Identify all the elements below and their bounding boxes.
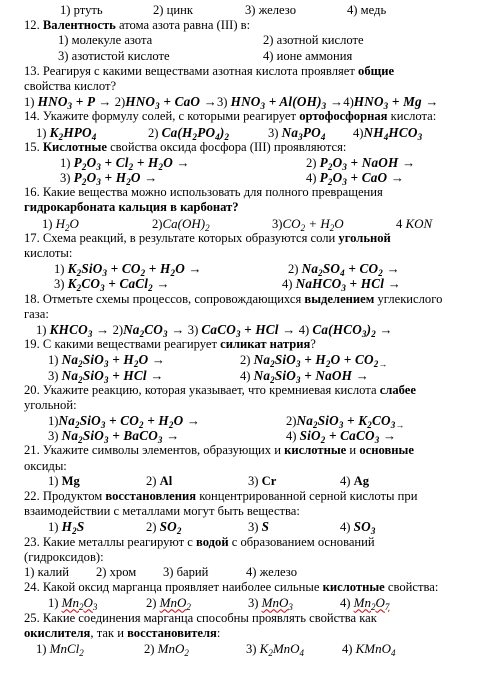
- answer-option: $2)Ca(OH)_2$: [152, 215, 210, 233]
- text-line: [0, 246, 480, 261]
- text-line: [0, 565, 480, 580]
- answer-option: 2) $SO_2$: [146, 519, 182, 537]
- answer-option: 2) $Na_2SiO_3 + H_2O + CO_{2\to}$: [240, 352, 388, 370]
- question-text: оксиды:: [24, 458, 67, 473]
- answer-option: 3) барий: [163, 564, 209, 579]
- question-text: 22. Продуктом восстановления концентрированной серной кислоты при: [24, 489, 418, 503]
- text-line: [0, 383, 480, 398]
- text-line: [0, 322, 480, 337]
- answer-option: 1) молекуле азота: [58, 33, 153, 48]
- answer-option: 1) $H_2S$: [48, 519, 85, 537]
- text-line: [0, 595, 480, 613]
- question-text: 1) $KHCO_3 \to 2)Na_2CO_3 \to 3$) CaCO$_3$ + HCl → 4) $Ca(HCO_3)_2$ →: [36, 321, 393, 339]
- answer-option: 4) $Na_2SiO_3$ + NaOH →: [240, 367, 369, 385]
- text-line: [0, 125, 480, 140]
- text-line: [0, 413, 480, 431]
- question-text: 21. Укажите символы элементов, образующих и кислотные и основные: [24, 443, 414, 458]
- answer-option: 3) Cr: [248, 473, 277, 488]
- answer-option: 1) $H_2O$: [42, 215, 79, 233]
- answer-option: 1) $Mn_2O_3$: [48, 595, 98, 613]
- answer-option: 3) $K_2MnO_4$: [246, 640, 305, 658]
- answer-option: 1) ртуть: [60, 3, 103, 17]
- answer-option: $1)Na_2SiO_3 + CO_2 + H_2O$ →: [48, 413, 201, 431]
- text-line: [0, 155, 480, 170]
- question-text: угольной:: [24, 397, 77, 412]
- answer-option: 2) азотной кислоте: [263, 33, 364, 48]
- text-line: [0, 276, 480, 294]
- answer-option: 4) $Mn_2O_7$: [340, 595, 390, 613]
- text-line: [0, 261, 480, 279]
- text-line: [0, 33, 480, 48]
- text-line: [0, 307, 480, 322]
- answer-option: 2) $Na_2SO_4 + CO_2$ →: [288, 261, 400, 279]
- answer-option: 1) Mg: [48, 473, 80, 488]
- answer-option: 4) $SO_3$: [340, 519, 376, 537]
- answer-option: $4)NH_4HCO_3$: [353, 124, 423, 142]
- text-line: [0, 64, 480, 79]
- text-line: [0, 368, 480, 383]
- answer-option: 4) железо: [246, 564, 297, 579]
- text-line: [0, 185, 480, 200]
- text-line: [0, 49, 480, 64]
- answer-option: 3) железо: [245, 3, 296, 17]
- answer-option: 2) MnO$_2$: [146, 595, 191, 613]
- question-text: кислоты:: [24, 246, 73, 260]
- text-line: [0, 504, 480, 519]
- text-line: [0, 94, 480, 112]
- question-text: 1) $HNO_3 + P \to 2)HNO_3$ + CaO →3) $HNO_3 + Al(OH)_3 \to 4)HNO_3 + Mg$ →: [24, 94, 439, 112]
- answer-option: 4 KON: [396, 215, 433, 231]
- answer-option: 3) $Na_2SiO_3$ + HCl →: [48, 367, 164, 385]
- text-line: [0, 535, 480, 550]
- text-line: [0, 550, 480, 565]
- answer-option: 3) $Na_2SiO_3$ + BaCO$_3$ →: [48, 428, 180, 446]
- answer-option: 4) медь: [347, 3, 387, 17]
- text-line: [0, 3, 480, 18]
- answer-option: 1) $K_2HPO_4$: [36, 124, 97, 142]
- question-text: свойства кислот?: [24, 78, 117, 93]
- question-text: 12. Валентность атома азота равна (III) в:: [24, 18, 251, 33]
- text-line: [0, 459, 480, 474]
- text-line: [0, 337, 480, 352]
- text-line: [0, 352, 480, 370]
- text-line: [0, 428, 480, 446]
- text-line: [0, 79, 480, 94]
- question-text: гидрокарбоната кальция в карбонат?: [24, 200, 239, 215]
- question-text: 25. Какие соединения марганца способны проявлять свойства как: [24, 610, 377, 625]
- question-text: окислителя, так и восстановителя:: [24, 625, 221, 640]
- text-line: [0, 519, 480, 537]
- question-text: 17. Схема реакций, в результате которых образуются соли угольной: [24, 230, 391, 245]
- answer-option: 2) $Ca(H_2PO_4)_2$: [148, 124, 230, 142]
- text-line: [0, 580, 480, 595]
- text-line: [0, 170, 480, 188]
- text-line: [0, 641, 480, 656]
- question-text: 13. Реагируя с какими веществами азотная кислота проявляет общие: [24, 63, 395, 78]
- answer-option: 4) Ag: [340, 473, 370, 488]
- answer-option: 2) хром: [96, 564, 137, 579]
- text-line: [0, 18, 480, 33]
- answer-option: 4) ионе аммония: [263, 48, 353, 63]
- answer-option: 3) азотистой кислоте: [58, 48, 170, 63]
- question-text: взаимодействии с металлами могут быть вещества:: [24, 504, 300, 519]
- answer-option: 1) MnCl$_2$: [36, 640, 84, 658]
- question-text: 20. Укажите реакцию, которая указывает, что кремниевая кислота слабее: [24, 382, 416, 397]
- question-text: 24. Какой оксид марганца проявляет наиболее сильные кислотные свойства:: [24, 580, 439, 595]
- answer-option: 1) калий: [24, 564, 70, 579]
- answer-option: 1) $Na_2SiO_3 + H_2O$ →: [48, 352, 166, 370]
- text-line: [0, 231, 480, 246]
- text-line: [0, 474, 480, 489]
- answer-option: 1) $P_2O_3 + Cl_2 + H_2O$ →: [60, 154, 190, 172]
- answer-option: 1) $K_2SiO_3 + CO_2 + H_2O$ →: [54, 261, 202, 279]
- text-line: [0, 611, 480, 626]
- question-text: 16. Какие вещества можно использовать для полного превращения: [24, 185, 383, 200]
- question-text: газа:: [24, 306, 49, 321]
- answer-option: 4) KMnO$_4$: [342, 640, 396, 658]
- answer-option: 3) MnO$_3$: [248, 595, 293, 613]
- answer-option: 3) $Na_3PO_4$: [268, 124, 326, 142]
- question-text: (гидроксидов):: [24, 549, 104, 564]
- answer-option: 2) MnO$_2$: [144, 640, 189, 658]
- answer-option: 4) SiO$_2$ + CaCO$_3$ →: [286, 428, 397, 446]
- text-line: [0, 398, 480, 413]
- answer-option: 2) $P_2O_3$ + NaOH →: [306, 154, 416, 172]
- question-text: 23. Какие металлы реагируют с водой с образованием оснований: [24, 534, 375, 549]
- answer-option: 3) $K_2CO_3$ + CaCl$_2$ →: [54, 276, 170, 294]
- answer-option: 2) Al: [146, 473, 173, 488]
- text-line: [0, 292, 480, 307]
- question-text: 18. Отметьте схемы процессов, сопровождающихся выделением углекислого: [24, 291, 443, 306]
- text-line: [0, 140, 480, 155]
- question-text: 14. Укажите формулу солей, с которыми реагирует ортофосфорная кислота:: [24, 109, 437, 124]
- text-line: [0, 626, 480, 641]
- text-line: [0, 200, 480, 215]
- answer-option: 3) S: [248, 519, 270, 535]
- text-line: [0, 489, 480, 504]
- answer-option: $2)Na_2SiO_3 + K_2CO_{3\to}$: [286, 413, 405, 431]
- answer-option: 2) цинк: [153, 3, 193, 17]
- question-text: 19. С какими веществами реагирует силикат натрия?: [24, 337, 316, 352]
- answer-option: 3) $P_2O_3 + H_2O$ →: [60, 170, 158, 188]
- answer-option: 4) $P_2O_3$ + CaO →: [306, 170, 405, 188]
- text-line: [0, 443, 480, 458]
- answer-option: $3)CO_2 + H_2O$: [272, 215, 344, 233]
- text-line: [0, 216, 480, 231]
- text-line: [0, 109, 480, 124]
- answer-option: 4) NaHCO$_3$ + HCl →: [282, 276, 401, 294]
- question-text: 15. Кислотные свойства оксида фосфора (III) проявляются:: [24, 139, 347, 154]
